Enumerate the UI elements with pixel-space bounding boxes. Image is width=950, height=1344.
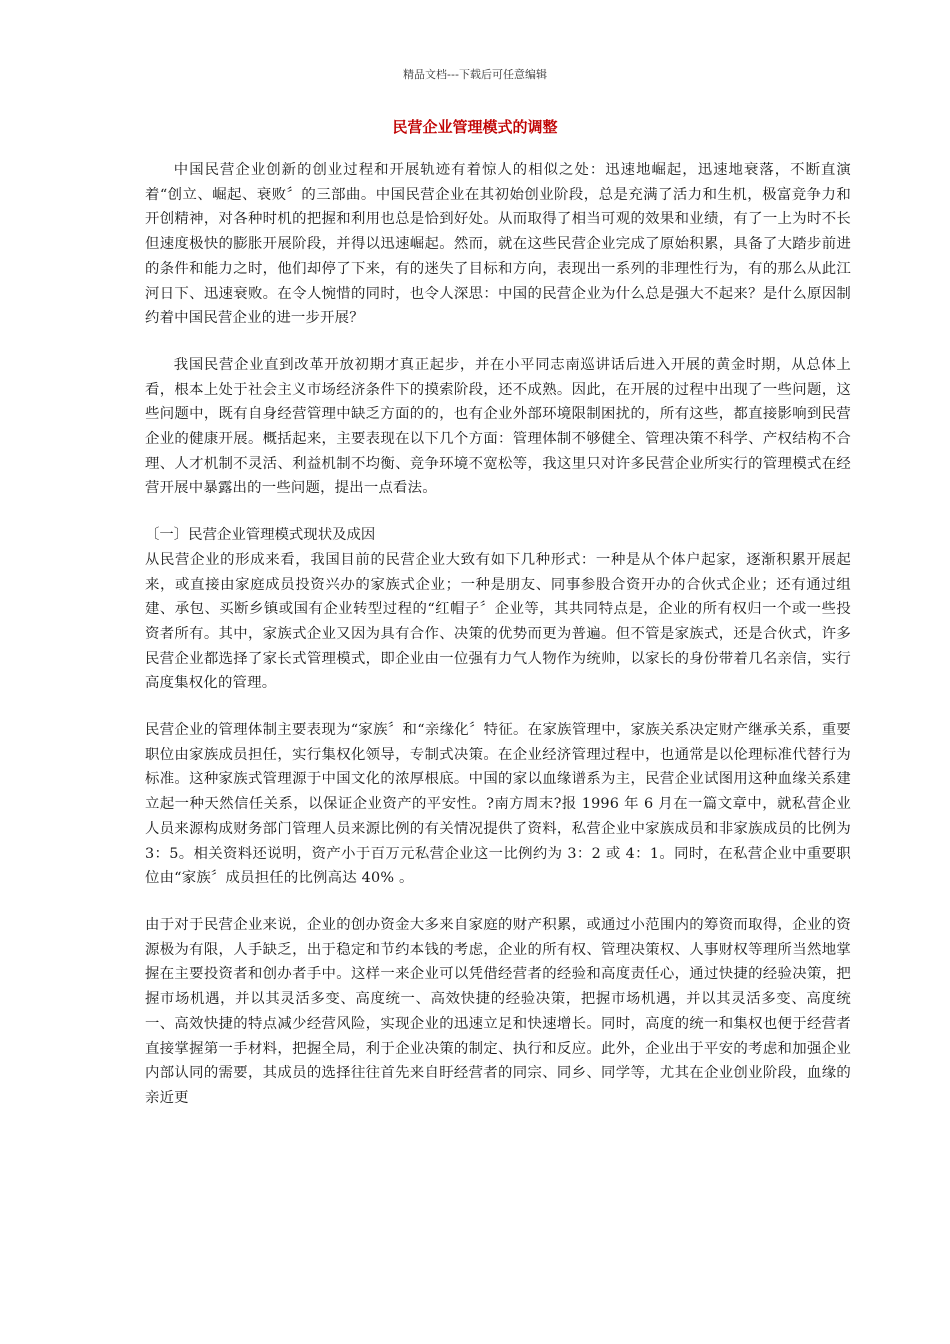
section-paragraph-2: 民营企业的管理体制主要表现为“家族〞和“亲缘化〞特征。在家族管理中，家族关系决定财产继承关系，重要职位由家族成员担任，实行集权化领导，专制式决策。在企业经济管理过程中，也通常是以伦理标准代替行为标准。这种家族式管理源于中国文化的浓厚根底。中国的家以血缘谱系为主，民营企业试图用这种血缘关系建立起一种天然信任关系，以保证企业资产的平安性。?南方周末?报 1996 年 6 月在一篇文章中，就私营企业人员来源构成财务部门管理人员来源比例的有关情况提供了资料，私营企业中家族成员和非家族成员的比例为 3：5。相关资料还说明，资产小于百万元私营企业这一比例约为 3：2 或 4：1。同时，在私营企业中重要职位由“家族〞成员担任的比例高达 40% 。	[145, 722, 851, 887]
document-body	[145, 158, 851, 1111]
document-title: 民营企业管理模式的调整	[392, 118, 558, 136]
section-heading: 〔一〕民营企业管理模式现状及成因	[145, 527, 376, 544]
intro-paragraph-2: 我国民营企业直到改革开放初期才真正起步，并在小平同志南巡讲话后进入开展的黄金时期，从总体上看，根本上处于社会主义市场经济条件下的摸索阶段，还不成熟。因此，在开展的过程中出现了一些问题，这些问题中，既有自身经营管理中缺乏方面的的，也有企业外部环境限制困扰的，所有这些，都直接影响到民营企业的健康开展。概括起来，主要表现在以下几个方面：管理体制不够健全、管理决策不科学、产权结构不合理、人才机制不灵活、利益机制不均衡、竞争环境不宽松等，我这里只对许多民营企业所实行的管理模式在经营开展中暴露出的一些问题，提出一点看法。	[145, 356, 851, 497]
section-paragraph-3: 由于对于民营企业来说，企业的创办资金大多来自家庭的财产积累，或通过小范围内的筹资而取得，企业的资源极为有限，人手缺乏，出于稳定和节约本钱的考虑，企业的所有权、管理决策权、人事财权等理所当然地掌握在主要投资者和创办者手中。这样一来企业可以凭借经营者的经验和高度责任心，通过快捷的经验决策，把握市场机遇，并以其灵活多变、高度统一、高效快捷的经验决策，把握市场机遇，并以其灵活多变、高度统一、高效快捷的特点减少经营风险，实现企业的迅速立足和快速增长。同时，高度的统一和集权也便于经营者直接掌握第一手材料，把握全局，利于企业决策的制定、执行和反应。此外，企业出于平安的考虑和加强企业内部认同的需要，其成员的选择往往首先来自盱经营者的同宗、同乡、同学等，尤其在企业创业阶段，血缘的亲近更	[145, 916, 851, 1106]
section-paragraph-1: 从民营企业的形成来看，我国目前的民营企业大致有如下几种形式：一种是从个体户起家，逐渐积累开展起来，或直接由家庭成员投资兴办的家族式企业；一种是朋友、同事参股合资开办的合伙式企业；还有通过组建、承包、买断乡镇或国有企业转型过程的“红帽子〞企业等，其共同特点是，企业的所有权归一个或一些投资者所有。其中，家族式企业又因为具有合作、决策的优势而更为普遍。但不管是家族式，还是合伙式，许多民营企业都选择了家长式管理模式，即企业由一位强有力气人物作为统帅，以家长的身份带着几名亲信，实行高度集权化的管理。	[145, 551, 851, 692]
page-header-note: 精品文档---下载后可任意编辑	[403, 68, 547, 81]
intro-paragraph-1: 中国民营企业创新的创业过程和开展轨迹有着惊人的相似之处：迅速地崛起，迅速地衰落，不断直演着“创立、崛起、衰败〞的三部曲。中国民营企业在其初始创业阶段，总是充满了活力和生机，极富竞争力和开创精神，对各种时机的把握和利用也总是恰到好处。从而取得了相当可观的效果和业绩，有了一上为时不长但速度极快的膨胀开展阶段，并得以迅速崛起。然而，就在这些民营企业完成了原始积累，具备了大踏步前进的条件和能力之时，他们却停了下来，有的迷失了目标和方向，表现出一系列的非理性行为，有的那么从此江河日下、迅速衰败。在令人惋惜的同时，也令人深思：中国的民营企业为什么总是强大不起来？是什么原因制约着中国民营企业的进一步开展？	[145, 162, 851, 327]
